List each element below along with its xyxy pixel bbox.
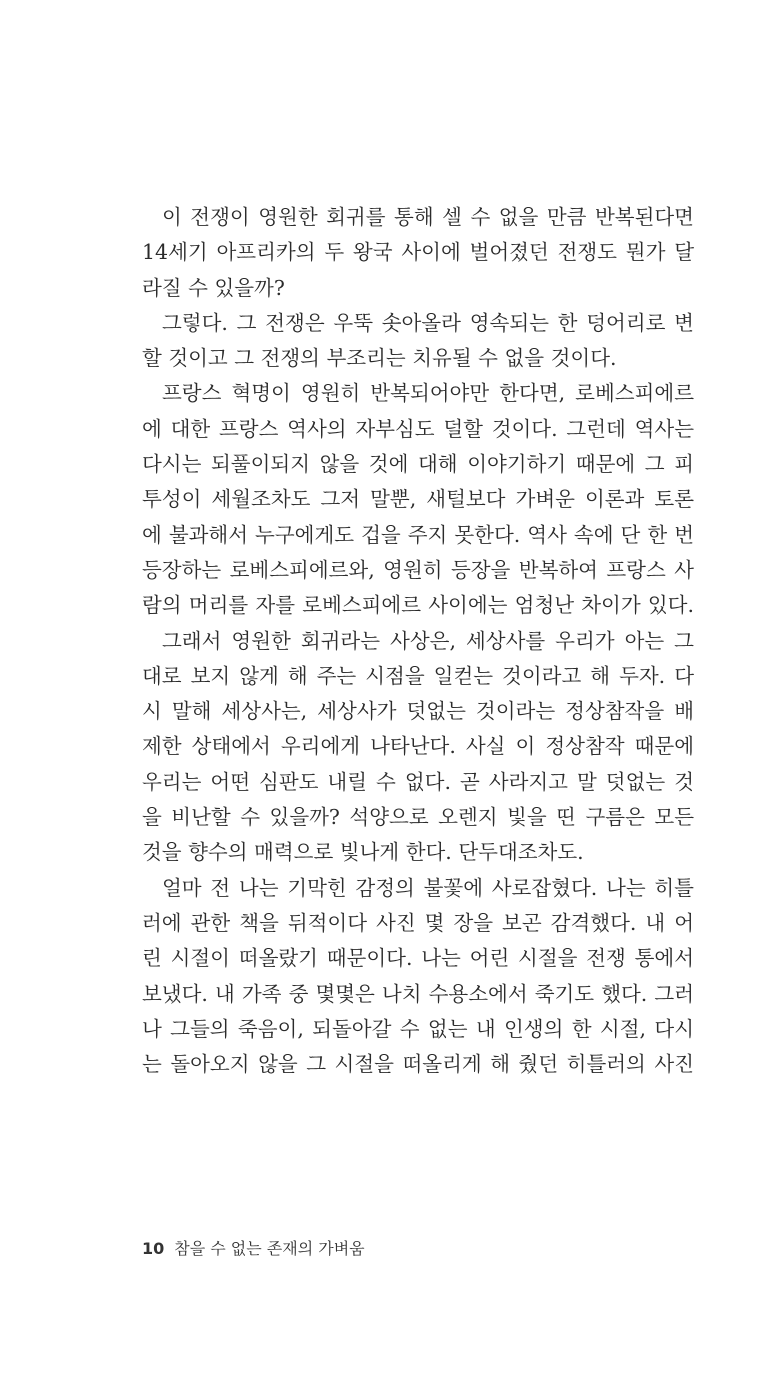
text-line: 보냈다. 내 가족 중 몇몇은 나치 수용소에서 죽기도 했다. 그러 [142,981,694,1006]
text-line: 우리는 어떤 심판도 내릴 수 없다. 곧 사라지고 말 덧없는 것 [142,769,694,794]
text-line: 을 비난할 수 있을까? 석양으로 오렌지 빛을 띤 구름은 모든 [142,805,694,830]
text-line: 시 말해 세상사는, 세상사가 덧없는 것이라는 정상참작을 배 [142,699,694,724]
text-line: 에 대한 프랑스 역사의 자부심도 덜할 것이다. 그런데 역사는 [142,416,694,441]
text-line: 는 돌아오지 않을 그 시절을 떠올리게 해 줬던 히틀러의 사진 [142,1052,694,1077]
page-number: 10 [142,1239,165,1258]
text-line: 프랑스 혁명이 영원히 반복되어야만 한다면, 로베스피에르 [162,381,694,406]
text-line: 나 그들의 죽음이, 되돌아갈 수 없는 내 인생의 한 시절, 다시 [142,1016,694,1041]
text-line: 얼마 전 나는 기막힌 감정의 불꽃에 사로잡혔다. 나는 히틀 [162,875,694,900]
text-line: 등장하는 로베스피에르와, 영원히 등장을 반복하여 프랑스 사 [142,557,694,582]
text-line: 린 시절이 떠올랐기 때문이다. 나는 어린 시절을 전쟁 통에서 [142,946,694,971]
text-line: 그래서 영원한 회귀라는 사상은, 세상사를 우리가 아는 그 [162,628,694,653]
text-line: 할 것이고 그 전쟁의 부조리는 치유될 수 없을 것이다. [142,346,617,371]
running-title: 참을 수 없는 존재의 가벼움 [174,1239,365,1258]
text-line: 그렇다. 그 전쟁은 우뚝 솟아올라 영속되는 한 덩어리로 변 [162,310,694,335]
text-line: 14세기 아프리카의 두 왕국 사이에 벌어졌던 전쟁도 뭔가 달 [142,240,694,265]
text-line: 라질 수 있을까? [142,275,285,300]
text-line: 대로 보지 않게 해 주는 시점을 일컫는 것이라고 해 두자. 다 [142,663,694,688]
text-line: 이 전쟁이 영원한 회귀를 통해 셀 수 없을 만큼 반복된다면 [162,205,694,229]
text-line: 것을 향수의 매력으로 빛나게 한다. 단두대조차도. [142,840,584,865]
page-footer [142,1236,365,1259]
text-line: 람의 머리를 자를 로베스피에르 사이에는 엄청난 차이가 있다. [142,593,694,618]
text-line: 투성이 세월조차도 그저 말뿐, 새털보다 가벼운 이론과 토론 [142,487,694,512]
text-line: 다시는 되풀이되지 않을 것에 대해 이야기하기 때문에 그 피 [142,452,694,477]
text-line: 제한 상태에서 우리에게 나타난다. 사실 이 정상참작 때문에 [142,734,694,759]
text-line: 러에 관한 책을 뒤적이다 사진 몇 장을 보곤 감격했다. 내 어 [142,910,694,935]
body-text [142,200,694,1082]
text-line: 에 불과해서 누구에게도 겁을 주지 못한다. 역사 속에 단 한 번 [142,522,694,547]
